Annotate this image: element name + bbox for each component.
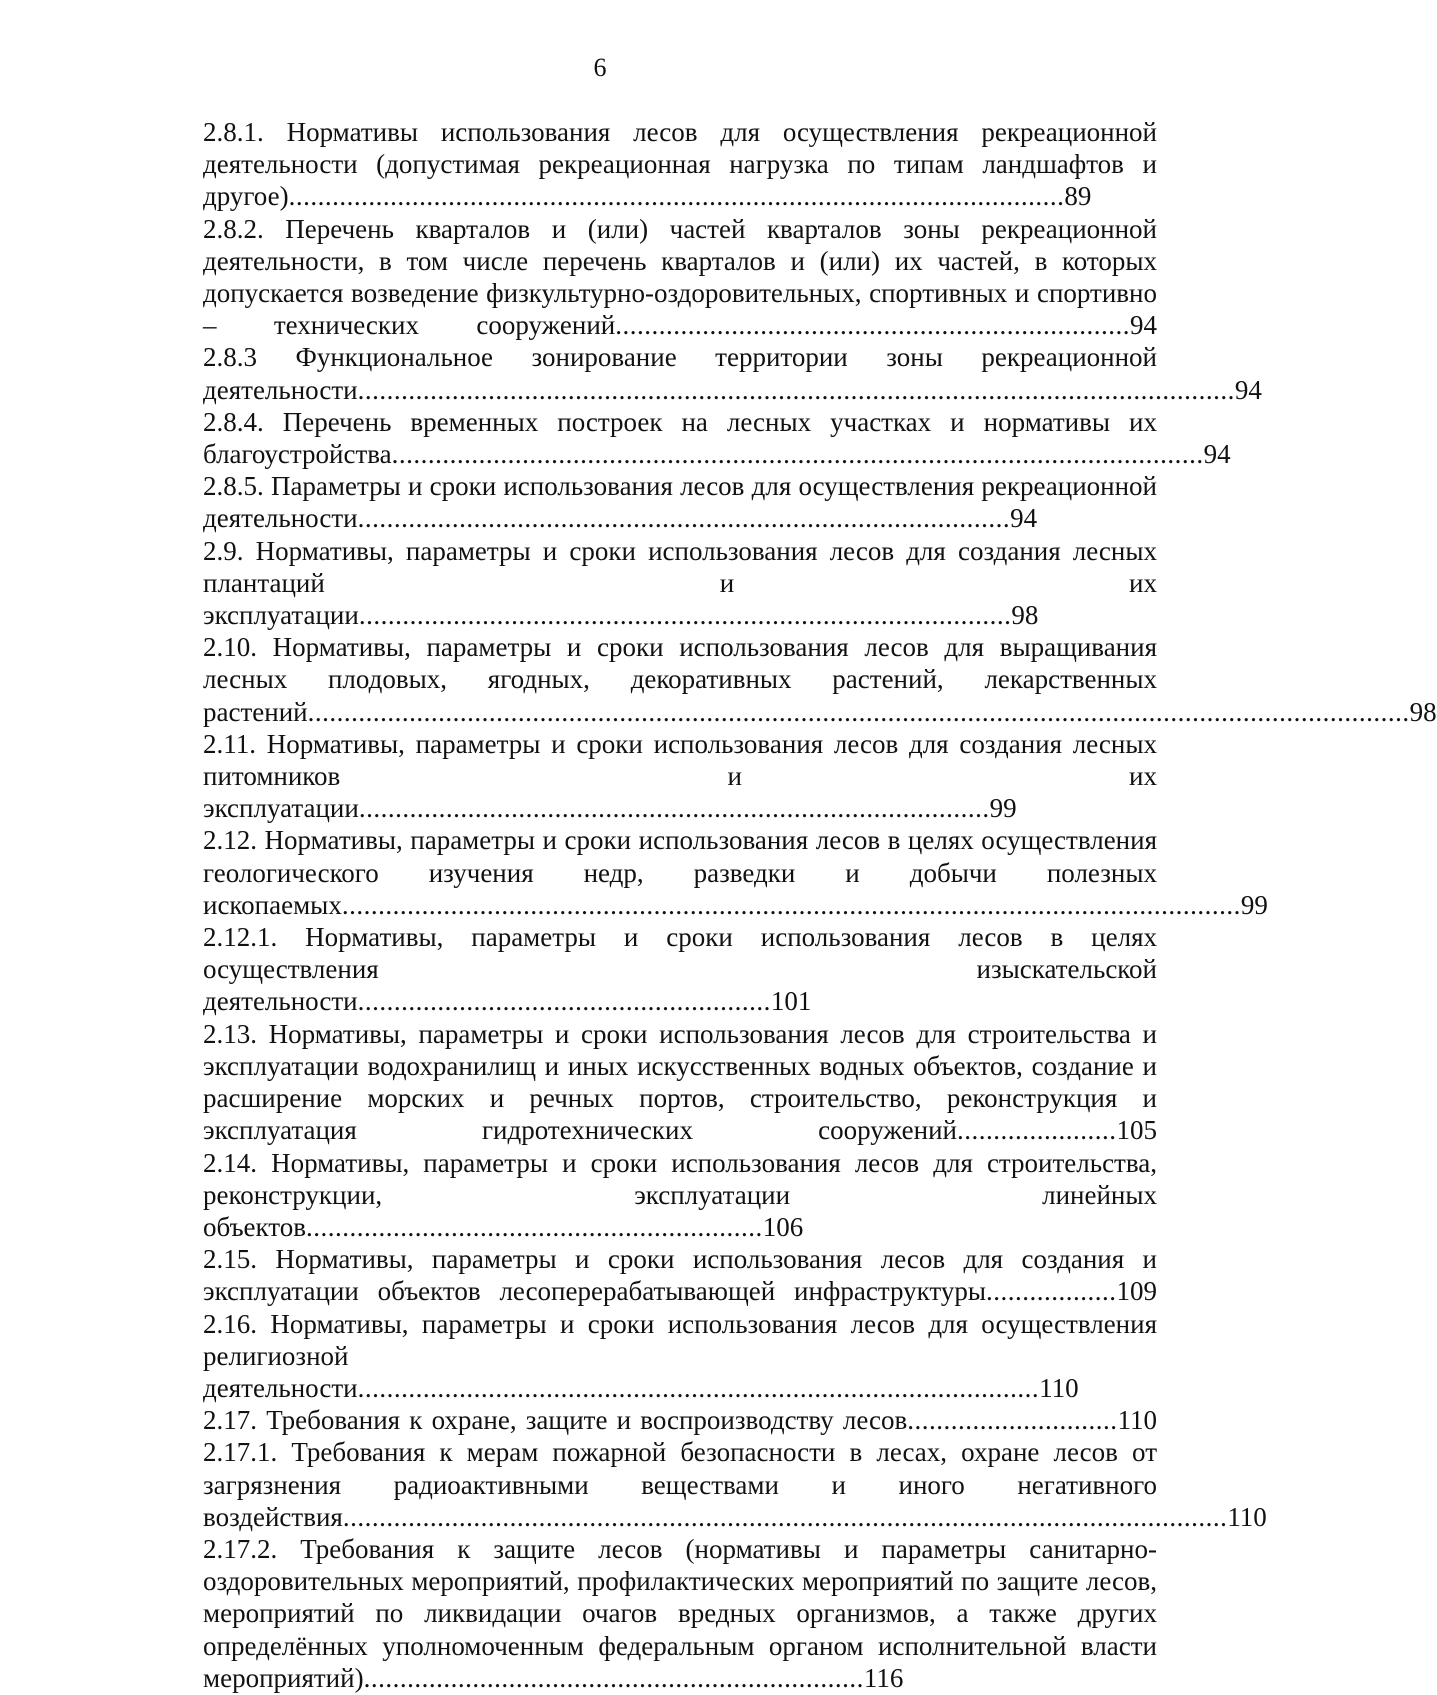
toc-entry-text: 2.17.2. Требования к защите лесов (нормативы и параметры санитарно-оздоровительных мероприятий, профилактических мероприятий по защите лесов, мероприятий по ликвидации очагов вредных организмов, а также других определённых уполномоченным федеральным органом исполнительной власти мероприятий) [203,1533,1157,1693]
toc-entry-page: 89 [1064,181,1092,212]
toc-entry-page: 116 [863,1662,904,1693]
toc-entry-page: 94 [1010,503,1038,534]
toc-entry [203,470,1157,534]
toc-entry-page: 94 [1130,310,1157,341]
toc-entry-page: 110 [1039,1372,1079,1403]
toc-entry [203,921,1157,1018]
toc-entry [203,1308,1157,1405]
toc-entry-page: 110 [1117,1405,1157,1436]
dot-leader: ....................................................................... [615,310,1130,341]
toc-entry [203,1018,1157,1147]
table-of-contents [203,116,1437,1694]
toc-entry [203,631,1437,728]
toc-entry-page: 98 [1011,600,1039,631]
dot-leader: ......................................................................................................................... [357,374,1235,405]
toc-entry-text: 2.10. Нормативы, параметры и сроки использования лесов для выращивания лесных плодовых, ягодных, декоративных растений, лекарственных растений [203,632,1157,727]
toc-entry-text: 2.12. Нормативы, параметры и сроки использования лесов в целях осуществления геологического изучения недр, разведки и добычи полезных ископаемых [203,825,1157,920]
dot-leader: ......................................................... [357,986,771,1017]
toc-entry-text: 2.11. Нормативы, параметры и сроки использования лесов для создания лесных питомников и их эксплуатации [203,728,1157,824]
toc-entry [203,728,1157,825]
toc-entry-text: 2.15. Нормативы, параметры и сроки использования лесов для создания и эксплуатации объектов лесоперерабатывающей инфраструктуры [203,1244,1157,1307]
toc-entry-text: 2.14. Нормативы, параметры и сроки использования лесов для строительства, реконструкции, эксплуатации линейных объектов [203,1147,1157,1242]
dot-leader: ................................................................................................................ [391,439,1204,470]
toc-entry-page: 94 [1234,374,1262,405]
toc-entry-text: 2.17.1. Требования к мерам пожарной безопасности в лесах, охране лесов от загрязнения радиоактивными веществами и иного негативного воздействия [203,1437,1157,1532]
toc-entry-page: 99 [1240,889,1268,920]
toc-entry-page: 110 [1227,1501,1267,1532]
toc-entry-page: 98 [1409,696,1437,727]
toc-entry-page: 94 [1203,439,1231,470]
toc-entry-text: 2.8.2. Перечень кварталов и (или) частей кварталов зоны рекреационной деятельности, в том числе перечень кварталов и (или) их частей, в которых допускается возведение физкультурно-оздоровительных, спортивных и спортивно – технических сооружений [203,213,1157,341]
toc-entry [203,1436,1267,1533]
toc-entry-text: 2.8.4. Перечень временных построек на лесных участках и нормативы их благоустройства [203,406,1157,470]
toc-entry [203,341,1262,405]
toc-entry [203,1404,1157,1436]
dot-leader: ....................................................................................... [358,793,990,824]
toc-entry [203,1147,1157,1244]
toc-entry [203,116,1157,213]
toc-entry [203,824,1268,921]
dot-leader: .............................................................................................. [357,1372,1040,1403]
toc-entry-text: 2.8.5. Параметры и сроки использования лесов для осуществления рекреационной деятельности [203,471,1157,534]
toc-entry-text: 2.17. Требования к охране, защите и воспроизводству лесов [203,1405,908,1436]
toc-entry-page: 109 [1116,1276,1157,1307]
dot-leader: ...................... [957,1115,1117,1146]
toc-entry [203,535,1157,632]
dot-leader: .......................................................................................................................... [342,1501,1228,1532]
toc-entry-text: 2.8.3 Функциональное зонирование территории зоны рекреационной деятельности [203,342,1157,405]
dot-leader: ............................. [907,1405,1118,1436]
toc-entry-page: 99 [989,793,1017,824]
dot-leader: .......................................................................................... [357,503,1011,534]
toc-entry-text: 2.13. Нормативы, параметры и сроки использования лесов для строительства и эксплуатации водохранилищ и иных искусственных водных объектов, создание и расширение морских и речных портов, строительство, реконструкция и эксплуатация гидротехнических сооружений [203,1018,1157,1146]
toc-entry [203,1533,1157,1694]
toc-entry-text: 2.16. Нормативы, параметры и сроки использования лесов для осуществления религиозной деятельности [203,1308,1157,1403]
toc-entry [203,1243,1157,1307]
toc-entry [203,213,1157,342]
dot-leader: ..................................................................... [363,1662,864,1693]
dot-leader: .......................................................................................... [358,600,1012,631]
dot-leader: ............................................................................................................................ [341,889,1241,920]
toc-entry-text: 2.8.1. Нормативы использования лесов для осуществления рекреационной деятельности (допустимая рекреационная нагрузка по типам ландшафтов и другое) [203,117,1157,212]
toc-entry-text: 2.9. Нормативы, параметры и сроки использования лесов для создания лесных плантаций и их эксплуатации [203,535,1157,631]
dot-leader: .................. [986,1276,1117,1307]
toc-entry-text: 2.12.1. Нормативы, параметры и сроки использования лесов в целях осуществления изыскательской деятельности [203,922,1157,1017]
dot-leader: ........................................................................................................................................................ [307,696,1410,727]
dot-leader: ........................................................................................................... [288,181,1065,212]
toc-entry-page: 101 [770,986,812,1017]
toc-entry [203,406,1231,470]
page-number: 6 [593,53,607,82]
toc-entry-page: 105 [1116,1115,1157,1146]
toc-entry-page: 106 [762,1211,804,1242]
dot-leader: ............................................................... [305,1211,763,1242]
